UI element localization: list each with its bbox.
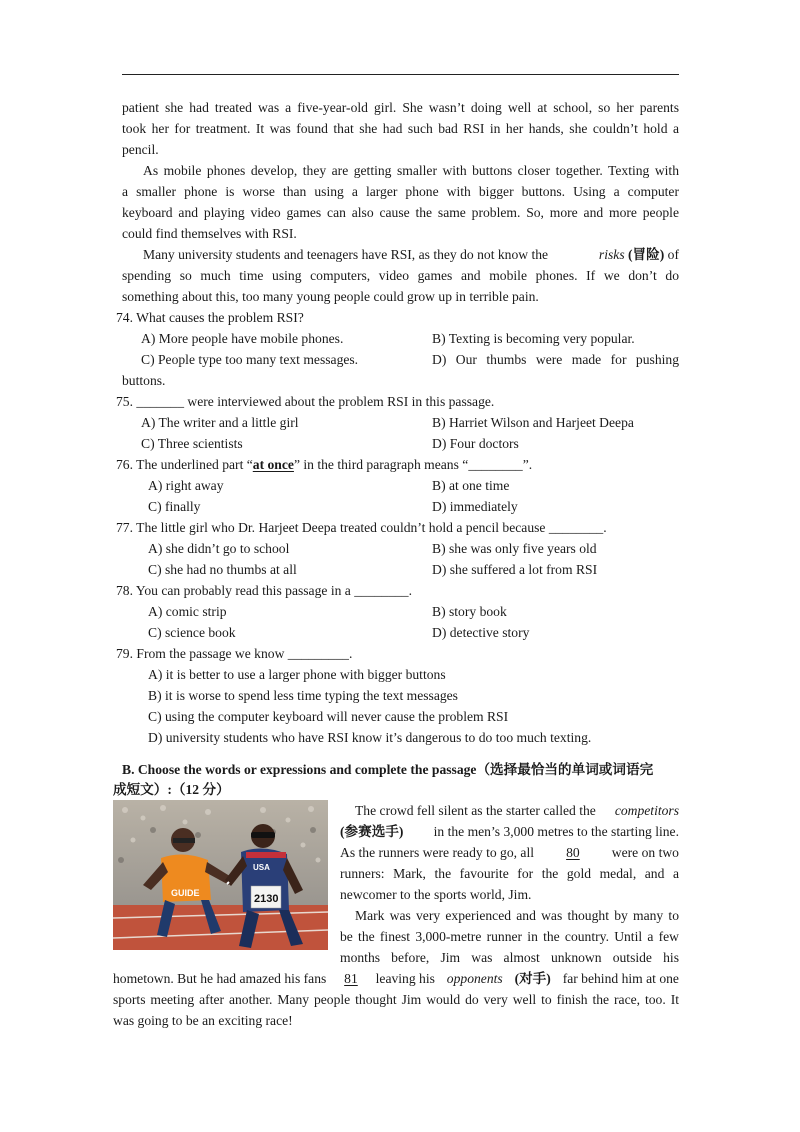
p3-line-2: spending so much time using computers, video games and mobile phones. If we don’t do (122, 268, 679, 283)
q74-option-d-cont: buttons. (122, 373, 166, 388)
header-rule (122, 74, 679, 75)
q75-option-b: B) Harriet Wilson and Harjeet Deepa (432, 415, 634, 430)
b-p2-line-4-text: hometown. But he had amazed his fans (113, 971, 327, 986)
b-p1-line-3 (340, 845, 679, 861)
q79-stem: 79. From the passage we know _________. (116, 646, 353, 661)
runners-photo (113, 800, 328, 950)
usa-shirt-text: USA (253, 863, 270, 872)
p3-line-1-end: of (667, 247, 679, 262)
q79-option-b: B) it is worse to spend less time typing the text messages (148, 688, 458, 703)
section-b-heading-line-2: 成短文）:（12 分） (113, 782, 230, 797)
risks-word: risks (598, 247, 625, 262)
q75-option-d: D) Four doctors (432, 436, 519, 451)
b-p1-line-3-text: As the runners were ready to go, all (340, 845, 535, 860)
q76-stem-pre: 76. The underlined part “ (116, 457, 253, 472)
b-p2-line-4 (113, 971, 679, 987)
risks-gloss: (冒险) (628, 247, 665, 262)
p3-line-1-text: Many university students and teenagers have RSI, as they do not know the (143, 247, 549, 262)
b-p1-line-1-text: The crowd fell silent as the starter called the (355, 803, 596, 818)
q74-option-d: D) Our thumbs were made for pushing (432, 352, 679, 367)
q75-blank: _______ (136, 394, 184, 409)
q75-rest: were interviewed about the problem RSI in this passage. (187, 394, 495, 409)
q74-option-c: C) People type too many text messages. (141, 352, 359, 367)
q75-stem (116, 394, 494, 410)
q77-option-a: A) she didn’t go to school (148, 541, 290, 556)
p2-line-1: As mobile phones develop, they are getting smaller with buttons closer together. Texting with (143, 163, 679, 178)
q76-stem (116, 457, 532, 473)
guide-vest-text: GUIDE (171, 888, 200, 898)
p2-line-3: keyboard and playing video games can also cause the same problem. So, more and more people (122, 205, 679, 220)
opponents-word: opponents (446, 971, 503, 986)
b-p2-line-3: months before, Jim was almost unknown outside his (340, 950, 679, 965)
q74-option-a: A) More people have mobile phones. (141, 331, 344, 346)
competitors-word: competitors (614, 803, 679, 818)
q75-option-a: A) The writer and a little girl (141, 415, 299, 430)
q75-number: 75. (116, 394, 133, 409)
q74-stem: 74. What causes the problem RSI? (116, 310, 304, 325)
q74-option-b: B) Texting is becoming very popular. (432, 331, 635, 346)
b-p1-line-2 (340, 824, 679, 840)
b-p2-line-1: Mark was very experienced and was thought by many to (355, 908, 679, 923)
runner-bib: 2130 (254, 893, 279, 905)
q76-option-b: B) at one time (432, 478, 510, 493)
q76-option-d: D) immediately (432, 499, 518, 514)
p3-line-1 (143, 247, 679, 263)
q76-underlined-phrase: at once (252, 457, 294, 472)
b-p1-line-5: newcomer to the sports world, Jim. (340, 887, 532, 902)
competitors-gloss: (参赛选手) (340, 824, 404, 839)
q77-stem: 77. The little girl who Dr. Harjeet Deepa treated couldn’t hold a pencil because ________. (116, 520, 607, 535)
q79-option-d: D) university students who have RSI know it’s dangerous to do too much texting. (148, 730, 592, 745)
b-p1-line-3-end: were on two (611, 845, 679, 860)
blank-80[interactable]: 80 (566, 845, 580, 860)
b-p2-line-4-leaving: leaving his (375, 971, 435, 986)
q79-option-c: C) using the computer keyboard will never cause the problem RSI (148, 709, 509, 724)
p2-line-4: could find themselves with RSI. (122, 226, 297, 241)
q77-option-c: C) she had no thumbs at all (148, 562, 297, 577)
q76-option-a: A) right away (148, 478, 224, 493)
q79-option-a: A) it is better to use a larger phone with bigger buttons (148, 667, 446, 682)
section-b-heading-line-1: B. Choose the words or expressions and complete the passage（选择最恰当的单词或词语完 (122, 762, 654, 777)
p1-line-2: took her for treatment. It was found that she had such bad RSI in her hands, she couldn’t hold a (122, 121, 679, 136)
p3-line-3: something about this, too many young people could grow up in terrible pain. (122, 289, 539, 304)
q77-option-d: D) she suffered a lot from RSI (432, 562, 598, 577)
q78-option-d: D) detective story (432, 625, 530, 640)
q78-option-b: B) story book (432, 604, 507, 619)
b-p2-line-2: be the finest 3,000-metre runner in the country. Until a few (340, 929, 679, 944)
p1-line-1: patient she had treated was a five-year-old girl. She wasn’t doing well at school, so her parents (122, 100, 679, 115)
b-p1-line-1 (355, 803, 679, 819)
q75-option-c: C) Three scientists (141, 436, 243, 451)
q78-option-a: A) comic strip (148, 604, 227, 619)
b-p2-line-4-end: far behind him at one (562, 971, 679, 986)
b-p2-line-6: was going to be an exciting race! (113, 1013, 293, 1028)
b-p2-line-5: sports meeting after another. Many people thought Jim would do very well to finish the race, too. It (113, 992, 679, 1007)
blank-81[interactable]: 81 (344, 971, 358, 986)
b-p1-line-2-text: in the men’s 3,000 metres to the starting line. (433, 824, 679, 839)
q77-option-b: B) she was only five years old (432, 541, 597, 556)
q76-option-c: C) finally (148, 499, 201, 514)
p1-line-3: pencil. (122, 142, 159, 157)
q78-option-c: C) science book (148, 625, 236, 640)
q78-stem: 78. You can probably read this passage in a ________. (116, 583, 412, 598)
opponents-gloss: (对手) (514, 971, 551, 986)
b-p1-line-4: runners: Mark, the favourite for the gold medal, and a (340, 866, 679, 881)
p2-line-2: a smaller phone is worse than using a larger phone with bigger buttons. Using a computer (122, 184, 679, 199)
q76-stem-post: ” in the third paragraph means “________”. (293, 457, 533, 472)
